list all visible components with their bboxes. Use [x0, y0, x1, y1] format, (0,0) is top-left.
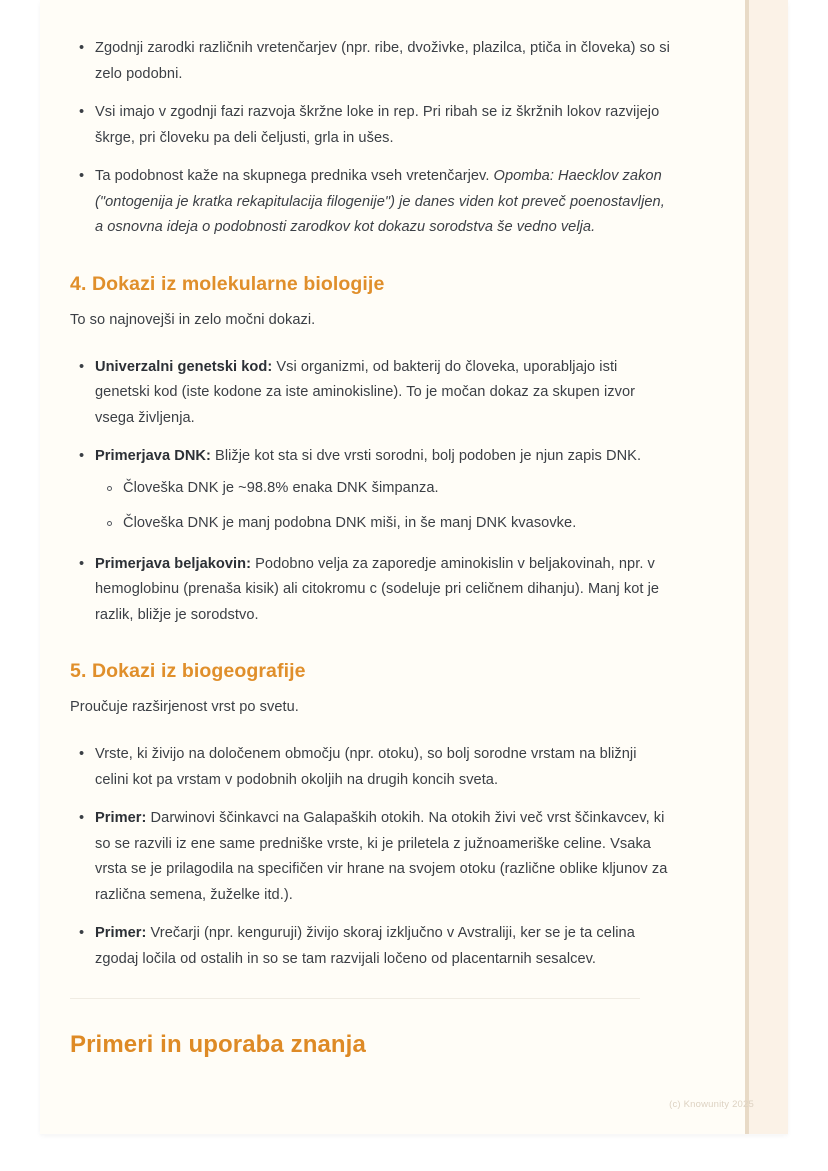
- document-page: [40, 0, 788, 1134]
- list-item: [70, 921, 670, 972]
- dna-comparison-sublist: [95, 476, 670, 537]
- list-item: [70, 742, 670, 793]
- list-item: [70, 444, 670, 537]
- bullet-marker: •: [79, 555, 85, 572]
- list-item-text: Vrečarji (npr. kenguruji) živijo skoraj izključno v Avstraliji, ker se je ta celina zgodaj ločila od ostalih in so se tam razvijali ločeno od placentarnih sesalcev.: [95, 925, 635, 967]
- list-item-lead: Primerjava DNK:: [95, 448, 211, 464]
- section-heading-biogeography: 5. Dokazi iz biogeografije: [70, 660, 306, 682]
- list-item-lead: Univerzalni genetski kod:: [95, 358, 273, 375]
- bullet-marker: •: [79, 810, 85, 826]
- list-item-text: Vsi imajo v zgodnji fazi razvoja škržne loke in rep. Pri ribah se iz škržnih lokov razvijejo škrge, pri človeku pa deli čeljusti, grla in ušes.: [95, 104, 660, 146]
- list-item-lead: Primerjava beljakovin:: [95, 555, 252, 572]
- bullet-marker: •: [79, 168, 85, 184]
- hollow-bullet-icon: [107, 486, 112, 491]
- list-item: [70, 164, 670, 241]
- hollow-bullet-icon: [107, 521, 112, 526]
- sub-list-item-text: Človeška DNK je manj podobna DNK miši, in še manj DNK kvasovke.: [123, 515, 577, 531]
- spacer: [70, 726, 670, 742]
- list-item: [70, 36, 670, 87]
- spacer: [70, 339, 670, 355]
- list-item-lead: Primer:: [95, 810, 147, 826]
- bullet-marker: •: [79, 746, 85, 762]
- footer-credit: (c) Knowunity 2025: [669, 1099, 754, 1110]
- list-item: [70, 100, 670, 151]
- list-item-text: Vrste, ki živijo na določenem območju (npr. otoku), so bolj sorodne vrstam na bližnji celini kot pa vrstam v podobnih okoljih na drugih koncih sveta.: [95, 746, 637, 788]
- list-item: [70, 355, 670, 432]
- list-item: [70, 552, 670, 629]
- list-item-note: Opomba: Haecklov zakon ("ontogenija je kratka rekapitulacija filogenije") je danes viden kot preveč poenostavljen, a osnovna ideja o podobnosti zarodkov kot dokazu sorodstva še vedno velja.: [95, 168, 665, 235]
- spacer: [70, 628, 670, 660]
- list-item-text: Vsi organizmi, od bakterij do človeka, uporabljajo isti genetski kod (iste kodone za iste aminokisline). To je močan dokaz za skupen izvor vsega življenja.: [95, 358, 636, 426]
- bullet-marker: •: [79, 104, 85, 120]
- list-item-text: Darwinovi ščinkavci na Galapaških otokih. Na otokih živi več vrst ščinkavcev, ki so se razvili iz ene same predniške vrste, ki je priletela z južnoameriške celine. Vsaka vrsta se je prilagodila na specifičen vir hrane na svojem otoku (različne oblike kljunov za različna semena, žuželke itd.).: [95, 810, 668, 903]
- bullet-marker: •: [79, 448, 85, 464]
- sub-list-item: [95, 476, 670, 502]
- list-item-text: Podobno velja za zaporedje aminokislin v beljakovinah, npr. v hemoglobinu (prenaša kisik) ali citokromu c (sodeluje pri celičnem dihanju). Manj kot je razlik, bližje je sorodstvo.: [95, 555, 660, 623]
- molecular-biology-bullet-list: [70, 355, 670, 629]
- section-intro-molecular-biology: To so najnovejši in zelo močni dokazi.: [70, 311, 316, 328]
- section-intro-biogeography: Proučuje razširjenost vrst po svetu.: [70, 699, 299, 715]
- spacer: [70, 999, 670, 1031]
- spacer: [70, 241, 670, 273]
- list-item-text: Ta podobnost kaže na skupnega prednika vseh vretenčarjev.: [95, 168, 494, 184]
- bullet-marker: •: [79, 40, 85, 56]
- major-heading-examples: Primeri in uporaba znanja: [70, 1031, 366, 1058]
- sub-list-item: [95, 511, 670, 537]
- page-edge-line: [745, 0, 749, 1134]
- section-heading-molecular-biology: 4. Dokazi iz molekularne biologije: [70, 272, 385, 295]
- bullet-marker: •: [79, 925, 85, 941]
- sub-list-item-text: Človeška DNK je ~98.8% enaka DNK šimpanza.: [123, 479, 439, 496]
- bullet-marker: •: [79, 358, 85, 375]
- biogeography-bullet-list: [70, 742, 670, 972]
- list-item-text: Bližje kot sta si dve vrsti sorodni, bolj podoben je njun zapis DNK.: [210, 448, 642, 464]
- spacer: [70, 972, 670, 998]
- list-item-text: Zgodnji zarodki različnih vretenčarjev (npr. ribe, dvoživke, plazilca, ptiča in človeka) so si zelo podobni.: [95, 40, 670, 82]
- embryology-bullet-list: [70, 36, 670, 241]
- list-item: [70, 806, 670, 908]
- document-content: [70, 0, 670, 1134]
- list-item-lead: Primer:: [95, 925, 147, 941]
- page-edge-strip: [745, 0, 788, 1134]
